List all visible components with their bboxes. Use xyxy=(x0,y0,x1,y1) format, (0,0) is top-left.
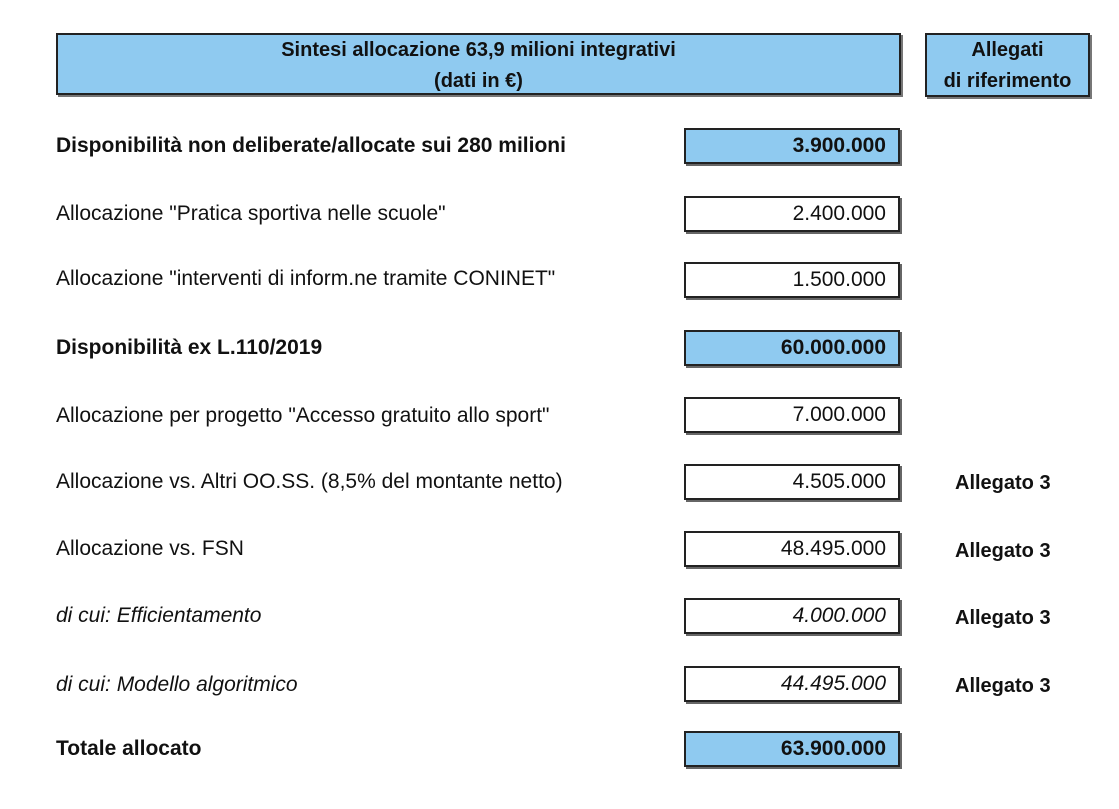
row-value-totale: 63.900.000 xyxy=(684,731,900,767)
row-value-efficientamento: 4.000.000 xyxy=(684,598,900,634)
summary-subtitle: (dati in €) xyxy=(434,70,523,92)
row-value-disponibilita-280: 3.900.000 xyxy=(684,128,900,164)
summary-title: Sintesi allocazione 63,9 milioni integrativi xyxy=(281,39,676,61)
allegati-header-box xyxy=(925,33,1090,97)
row-label-fsn: Allocazione vs. FSN xyxy=(56,537,244,560)
row-value-coninet: 1.500.000 xyxy=(684,262,900,298)
row-label-altri-ooss: Allocazione vs. Altri OO.SS. (8,5% del montante netto) xyxy=(56,470,563,493)
row-value-modello-algoritmico: 44.495.000 xyxy=(684,666,900,702)
allegati-header-line1: Allegati xyxy=(971,39,1044,61)
row-label-modello-algoritmico: di cui: Modello algoritmico xyxy=(56,673,298,696)
row-value-altri-ooss: 4.505.000 xyxy=(684,464,900,500)
row-label-coninet: Allocazione "interventi di inform.ne tramite CONINET" xyxy=(56,267,556,290)
allegati-header-line2: di riferimento xyxy=(943,70,1072,92)
row-ref-fsn: Allegato 3 xyxy=(955,540,1051,562)
row-label-accesso-gratuito: Allocazione per progetto "Accesso gratuito allo sport" xyxy=(56,404,550,427)
row-label-disponibilita-280: Disponibilità non deliberate/allocate sui 280 milioni xyxy=(56,134,566,157)
row-value-fsn: 48.495.000 xyxy=(684,531,900,567)
row-label-disponibilita-l110: Disponibilità ex L.110/2019 xyxy=(56,336,323,359)
row-value-accesso-gratuito: 7.000.000 xyxy=(684,397,900,433)
row-ref-efficientamento: Allegato 3 xyxy=(955,607,1051,629)
row-ref-modello-algoritmico: Allegato 3 xyxy=(955,675,1051,697)
row-label-efficientamento: di cui: Efficientamento xyxy=(56,604,262,627)
row-label-totale: Totale allocato xyxy=(56,737,202,760)
row-value-pratica-sportiva: 2.400.000 xyxy=(684,196,900,232)
row-ref-altri-ooss: Allegato 3 xyxy=(955,472,1051,494)
summary-title-box xyxy=(56,33,901,95)
row-label-pratica-sportiva: Allocazione "Pratica sportiva nelle scuole" xyxy=(56,202,446,225)
row-value-disponibilita-l110: 60.000.000 xyxy=(684,330,900,366)
